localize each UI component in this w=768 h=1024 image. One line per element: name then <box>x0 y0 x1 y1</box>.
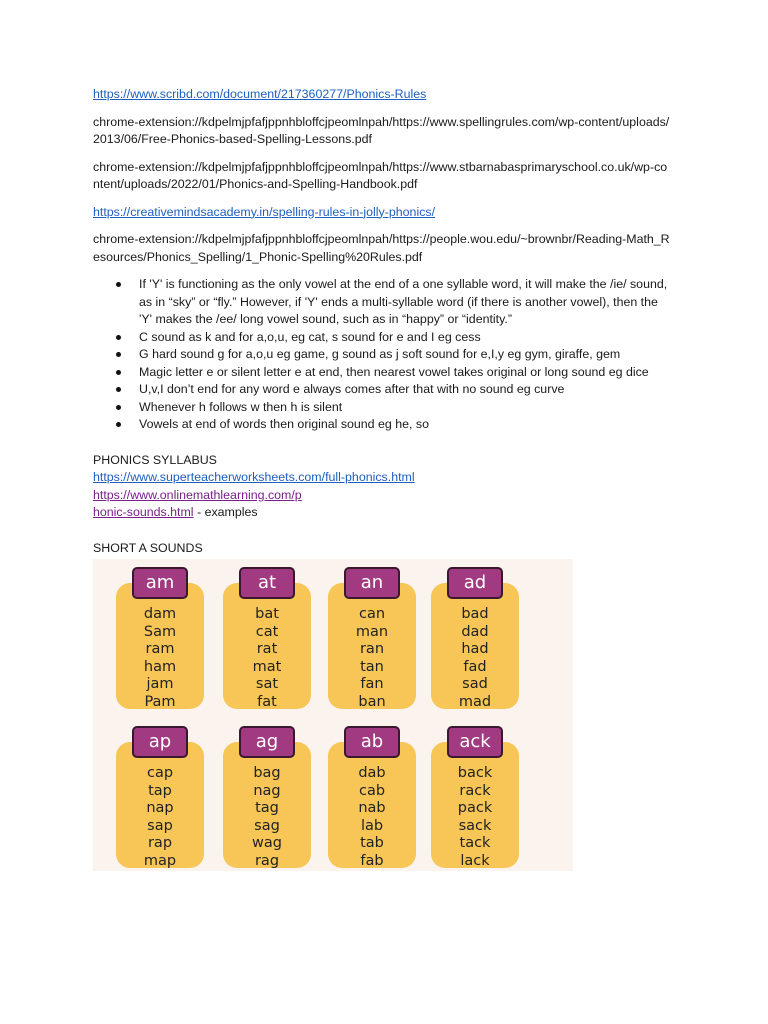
short-a-word-families-image <box>93 559 573 871</box>
rule-item: G hard sound g for a,o,u eg game, g sound as j soft sound for e,I,y eg gym, giraffe, gem <box>139 346 673 364</box>
word-family-label: ack <box>447 726 503 758</box>
word: ban <box>358 693 386 710</box>
word-family-card <box>223 572 311 710</box>
scribd-link[interactable]: https://www.scribd.com/document/217360277/Phonics-Rules <box>93 87 427 101</box>
word: map <box>143 852 177 869</box>
word-list <box>431 606 519 712</box>
phonics-syllabus-section <box>93 452 673 522</box>
word-family-card <box>328 572 416 710</box>
short-a-heading: SHORT A SOUNDS <box>93 540 203 555</box>
rule-item: C sound as k and for a,o,u, eg cat, s sound for e and I eg cess <box>139 329 673 347</box>
word-family-label: an <box>344 567 400 599</box>
word: lack <box>460 852 490 869</box>
word: bat <box>255 606 279 622</box>
word: had <box>461 641 489 658</box>
word-list <box>328 765 416 871</box>
word: mad <box>458 693 492 710</box>
stbarnabas-url: chrome-extension://kdpelmjpfafjppnhbloffcjpeomlnpah/https://www.stbarnabasprimaryschool.co.uk/wp-content/uploads/2022/01/Phonics-and-Spelling-Handbook.pdf <box>93 159 668 191</box>
word-family-label: at <box>239 567 295 599</box>
word: nap <box>146 800 174 817</box>
word: Pam <box>144 693 176 710</box>
superteacher-link[interactable]: https://www.superteacherworksheets.com/full-phonics.html <box>93 470 415 484</box>
word: tack <box>459 835 491 852</box>
word: rat <box>256 641 278 658</box>
word: ram <box>145 641 175 658</box>
word: sap <box>147 817 173 834</box>
rule-item: U,v,I don’t end for any word e always comes after that with no sound eg curve <box>139 381 673 399</box>
word: dam <box>143 606 177 622</box>
word: ran <box>359 641 385 658</box>
onlinemath-link[interactable]: https://www.onlinemathlearning.com/p <box>93 487 302 502</box>
word: rap <box>147 835 173 852</box>
phonics-rules-list <box>93 276 673 434</box>
word: wag <box>252 835 282 852</box>
word: sack <box>458 817 492 834</box>
word-family-card <box>328 731 416 869</box>
scribd-link-paragraph <box>93 86 673 104</box>
word: back <box>457 765 493 781</box>
word: dab <box>358 765 386 781</box>
word: fat <box>257 693 277 710</box>
word: tab <box>360 835 384 852</box>
document-body <box>93 86 673 871</box>
creativeminds-link[interactable]: https://creativemindsacademy.in/spelling-rules-in-jolly-phonics/ <box>93 204 436 219</box>
word-family-label: ap <box>132 726 188 758</box>
word: nab <box>358 800 386 817</box>
word: can <box>358 606 386 622</box>
examples-label: - examples <box>193 505 258 519</box>
word-list <box>328 606 416 712</box>
word: sad <box>462 676 488 693</box>
word-list <box>431 765 519 871</box>
word: tan <box>360 658 384 675</box>
onlinemath-link-continued[interactable]: honic-sounds.html <box>93 505 194 519</box>
word-family-label: am <box>132 567 188 599</box>
word: cab <box>358 782 386 799</box>
word-list <box>116 765 204 871</box>
word: lab <box>360 817 384 834</box>
word: fab <box>360 852 384 869</box>
word: tap <box>148 782 172 799</box>
word: mat <box>252 658 282 675</box>
word: man <box>355 623 389 640</box>
rule-item: Vowels at end of words then original sound eg he, so <box>139 416 673 434</box>
spellingrules-url: chrome-extension://kdpelmjpfafjppnhbloffcjpeomlnpah/https://www.spellingrules.com/wp-content/uploads/2013/06/Free-Phonics-based-Spelling-Lessons.pdf <box>93 114 670 146</box>
word-family-card <box>431 731 519 869</box>
word: fan <box>360 676 384 693</box>
word: bag <box>253 765 281 781</box>
word: ham <box>143 658 177 675</box>
word-family-label: ag <box>239 726 295 758</box>
word: rag <box>254 852 280 869</box>
rule-item: If 'Y' is functioning as the only vowel at the end of a one syllable word, it will make the /ie/ sound, as in “sky” or “fly.” However, if 'Y' ends a multi-syllable word (if there is another vowel), then the 'Y' makes the /ee/ long vowel sound, such as in “happy” or “identity.” <box>139 276 673 329</box>
rule-item: Whenever h follows w then h is silent <box>139 399 673 417</box>
word-list <box>116 606 204 712</box>
word-family-card <box>116 572 204 710</box>
word: jam <box>146 676 174 693</box>
word: bad <box>461 606 489 622</box>
word: rack <box>459 782 491 799</box>
word: tag <box>255 800 279 817</box>
rule-item: Magic letter e or silent letter e at end, then nearest vowel takes original or long sound eg dice <box>139 364 673 382</box>
word-list <box>223 606 311 712</box>
word: sat <box>255 676 279 693</box>
wou-url: chrome-extension://kdpelmjpfafjppnhbloffcjpeomlnpah/https://people.wou.edu/~brownbr/Reading-Math_Resources/Phonics_Spelling/1_Phonic-Spelling%20Rules.pdf <box>93 232 670 264</box>
word-family-label: ad <box>447 567 503 599</box>
word-list <box>223 765 311 871</box>
creativeminds-link-paragraph <box>93 204 673 222</box>
word-family-card <box>116 731 204 869</box>
word: sag <box>254 817 280 834</box>
syllabus-heading: PHONICS SYLLABUS <box>93 452 217 467</box>
word: cap <box>146 765 174 781</box>
word: nag <box>253 782 281 799</box>
word: Sam <box>143 623 177 640</box>
word: pack <box>457 800 493 817</box>
word-family-card <box>223 731 311 869</box>
word: dad <box>461 623 489 640</box>
word-family-card <box>431 572 519 710</box>
word: fad <box>463 658 487 675</box>
word: cat <box>255 623 279 640</box>
word-family-label: ab <box>344 726 400 758</box>
